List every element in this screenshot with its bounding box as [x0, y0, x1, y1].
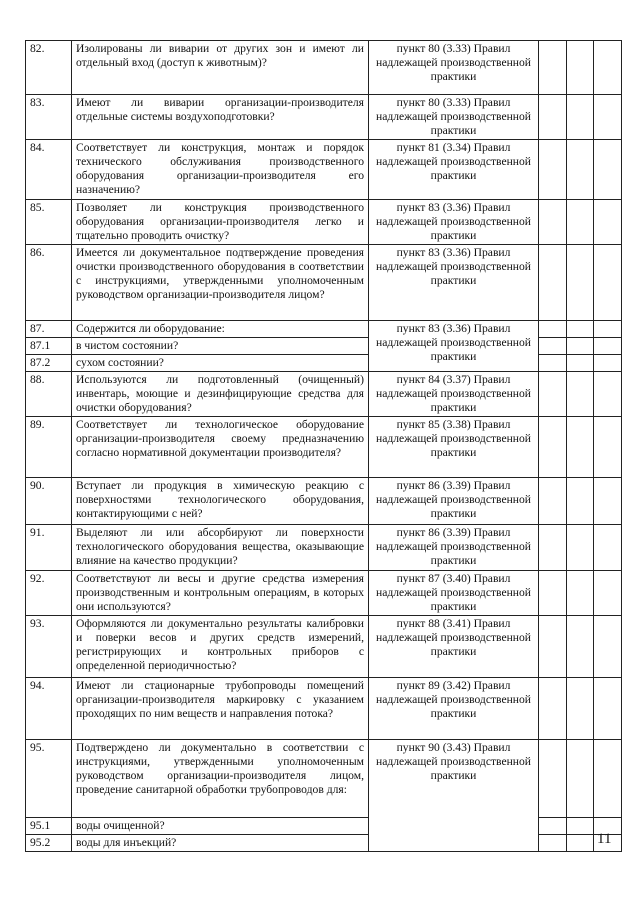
answer-cell-no[interactable]	[567, 41, 594, 95]
row-question: Имеют ли стационарные трубопроводы помещений организации-производителя маркировку с указанием проходящих по ним веществ и направления потока?	[72, 678, 369, 740]
answer-cell-no[interactable]	[567, 616, 594, 678]
row-number: 90.	[26, 478, 72, 525]
row-reference: пункт 89 (3.42) Правил надлежащей производственной практики	[369, 678, 539, 740]
row-question: воды очищенной?	[72, 818, 369, 835]
table-row	[26, 417, 622, 478]
answer-cell-no[interactable]	[567, 140, 594, 200]
row-number: 85.	[26, 200, 72, 245]
answer-cell-no[interactable]	[567, 95, 594, 140]
answer-cell-na[interactable]	[594, 41, 622, 95]
answer-cell-yes[interactable]	[539, 616, 567, 678]
answer-cell-yes[interactable]	[539, 245, 567, 321]
table-row	[26, 478, 622, 525]
answer-cell-yes[interactable]	[539, 355, 567, 372]
answer-cell-na[interactable]	[594, 245, 622, 321]
row-number: 91.	[26, 525, 72, 571]
row-question: Подтверждено ли документально в соответствии с инструкциями, утвержденными уполномоченным руководством организации-производителя лицом, проведение санитарной обработки трубопроводов для:	[72, 740, 369, 818]
answer-cell-no[interactable]	[567, 321, 594, 338]
page-number: 11	[597, 831, 612, 847]
answer-cell-no[interactable]	[567, 835, 594, 852]
row-reference: пункт 87 (3.40) Правил надлежащей производственной практики	[369, 571, 539, 616]
answer-cell-yes[interactable]	[539, 678, 567, 740]
row-reference: пункт 90 (3.43) Правил надлежащей производственной практики	[369, 740, 539, 852]
table-row	[26, 525, 622, 571]
row-question: Используются ли подготовленный (очищенный) инвентарь, моющие и дезинфицирующие средства для очистки оборудования?	[72, 372, 369, 417]
row-number: 95.2	[26, 835, 72, 852]
row-reference: пункт 83 (3.36) Правил надлежащей производственной практики	[369, 245, 539, 321]
answer-cell-no[interactable]	[567, 678, 594, 740]
row-question: Содержится ли оборудование:	[72, 321, 369, 338]
row-number: 86.	[26, 245, 72, 321]
answer-cell-yes[interactable]	[539, 818, 567, 835]
answer-cell-na[interactable]	[594, 417, 622, 478]
row-question: Имеют ли виварии организации-производителя отдельные системы воздухоподготовки?	[72, 95, 369, 140]
table-row	[26, 740, 622, 818]
checklist-table	[25, 40, 622, 852]
row-reference: пункт 84 (3.37) Правил надлежащей производственной практики	[369, 372, 539, 417]
table-row	[26, 200, 622, 245]
row-reference: пункт 80 (3.33) Правил надлежащей производственной практики	[369, 41, 539, 95]
row-number: 82.	[26, 41, 72, 95]
answer-cell-no[interactable]	[567, 478, 594, 525]
row-question: Оформляются ли документально результаты калибровки и поверки весов и других средств измерений, регистрирующих и контрольных приборов с определенной периодичностью?	[72, 616, 369, 678]
row-question: сухом состоянии?	[72, 355, 369, 372]
row-question: в чистом состоянии?	[72, 338, 369, 355]
table-row	[26, 372, 622, 417]
answer-cell-yes[interactable]	[539, 200, 567, 245]
row-reference: пункт 86 (3.39) Правил надлежащей производственной практики	[369, 525, 539, 571]
row-number: 88.	[26, 372, 72, 417]
table-row	[26, 245, 622, 321]
row-number: 87.1	[26, 338, 72, 355]
row-question: Выделяют ли или абсорбируют ли поверхности технологического оборудования вещества, оказывающие влияние на качество продукции?	[72, 525, 369, 571]
table-row	[26, 41, 622, 95]
row-question: Соответствуют ли весы и другие средства измерения производственным и контрольным операциям, в которых они используются?	[72, 571, 369, 616]
answer-cell-na[interactable]	[594, 355, 622, 372]
row-number: 89.	[26, 417, 72, 478]
row-question: Имеется ли документальное подтверждение проведения очистки производственного оборудования в соответствии с инструкциями, утвержденными уполномоченным руководством организации-производителя лицом?	[72, 245, 369, 321]
row-number: 87.2	[26, 355, 72, 372]
answer-cell-na[interactable]	[594, 321, 622, 338]
row-reference: пункт 83 (3.36) Правил надлежащей производственной практики	[369, 200, 539, 245]
table-row	[26, 678, 622, 740]
answer-cell-no[interactable]	[567, 740, 594, 818]
answer-cell-no[interactable]	[567, 355, 594, 372]
answer-cell-yes[interactable]	[539, 140, 567, 200]
table-row	[26, 140, 622, 200]
answer-cell-yes[interactable]	[539, 835, 567, 852]
answer-cell-yes[interactable]	[539, 338, 567, 355]
answer-cell-no[interactable]	[567, 818, 594, 835]
answer-cell-yes[interactable]	[539, 571, 567, 616]
answer-cell-na[interactable]	[594, 140, 622, 200]
row-number: 94.	[26, 678, 72, 740]
answer-cell-no[interactable]	[567, 200, 594, 245]
row-reference: пункт 83 (3.36) Правил надлежащей производственной практики	[369, 321, 539, 372]
answer-cell-yes[interactable]	[539, 525, 567, 571]
row-question: воды для инъекций?	[72, 835, 369, 852]
table-row	[26, 95, 622, 140]
answer-cell-yes[interactable]	[539, 321, 567, 338]
row-reference: пункт 80 (3.33) Правил надлежащей производственной практики	[369, 95, 539, 140]
row-reference: пункт 86 (3.39) Правил надлежащей производственной практики	[369, 478, 539, 525]
row-question: Соответствует ли технологическое оборудование организации-производителя своему предназначению согласно нормативной документации производителя?	[72, 417, 369, 478]
row-number: 92.	[26, 571, 72, 616]
answer-cell-no[interactable]	[567, 338, 594, 355]
answer-cell-no[interactable]	[567, 571, 594, 616]
row-question: Вступает ли продукция в химическую реакцию с поверхностями технологического оборудования, контактирующими с ней?	[72, 478, 369, 525]
answer-cell-yes[interactable]	[539, 372, 567, 417]
answer-cell-no[interactable]	[567, 525, 594, 571]
answer-cell-yes[interactable]	[539, 478, 567, 525]
row-reference: пункт 88 (3.41) Правил надлежащей производственной практики	[369, 616, 539, 678]
row-question: Изолированы ли виварии от других зон и имеют ли отдельный вход (доступ к животным)?	[72, 41, 369, 95]
answer-cell-no[interactable]	[567, 245, 594, 321]
table-row	[26, 616, 622, 678]
answer-cell-na[interactable]	[594, 678, 622, 740]
row-question: Соответствует ли конструкция, монтаж и порядок технического обслуживания производственного оборудования организации-производителя его назначению?	[72, 140, 369, 200]
answer-cell-na[interactable]	[594, 200, 622, 245]
answer-cell-na[interactable]	[594, 372, 622, 417]
answer-cell-na[interactable]	[594, 571, 622, 616]
table-row	[26, 571, 622, 616]
row-question: Позволяет ли конструкция производственного оборудования организации-производителя легко и тщательно проводить очистку?	[72, 200, 369, 245]
table-row	[26, 321, 622, 338]
row-reference: пункт 81 (3.34) Правил надлежащей производственной практики	[369, 140, 539, 200]
row-number: 84.	[26, 140, 72, 200]
answer-cell-yes[interactable]	[539, 740, 567, 818]
answer-cell-na[interactable]	[594, 338, 622, 355]
row-number: 83.	[26, 95, 72, 140]
answer-cell-na[interactable]	[594, 478, 622, 525]
row-number: 95.1	[26, 818, 72, 835]
answer-cell-na[interactable]	[594, 525, 622, 571]
answer-cell-no[interactable]	[567, 372, 594, 417]
answer-cell-no[interactable]	[567, 417, 594, 478]
answer-cell-yes[interactable]	[539, 417, 567, 478]
answer-cell-yes[interactable]	[539, 95, 567, 140]
answer-cell-na[interactable]	[594, 95, 622, 140]
answer-cell-yes[interactable]	[539, 41, 567, 95]
row-reference: пункт 85 (3.38) Правил надлежащей производственной практики	[369, 417, 539, 478]
row-number: 93.	[26, 616, 72, 678]
answer-cell-na[interactable]	[594, 616, 622, 678]
row-number: 95.	[26, 740, 72, 818]
row-number: 87.	[26, 321, 72, 338]
answer-cell-na[interactable]	[594, 740, 622, 818]
